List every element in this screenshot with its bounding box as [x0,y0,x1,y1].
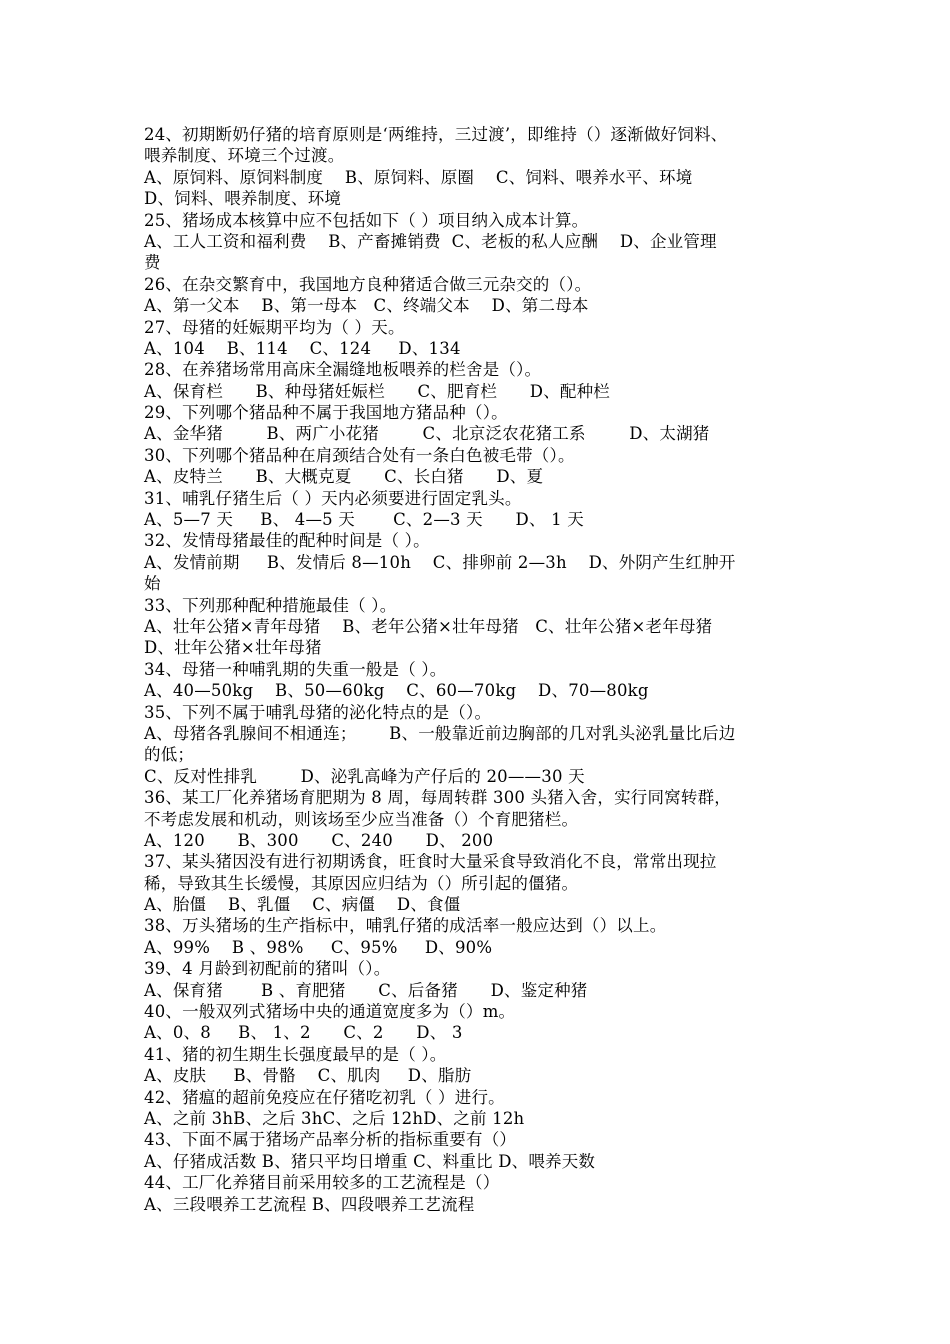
text-line: 36、某工厂化养猪场育肥期为 8 周，每周转群 300 头猪入舍，实行同窝转群， [144,788,731,808]
text-line: 44、工厂化养猪目前采用较多的工艺流程是（） [144,1173,500,1193]
text-line: A、104 B、114 C、124 D、134 [144,338,461,358]
text-line: C、反对性排乳 D、泌乳高峰为产仔后的 20——30 天 [144,766,585,786]
text-line: A、发情前期 B、发情后 8—10h C、排卵前 2—3h D、外阴产生红肿开 [144,552,736,572]
text-line: 24、初期断奶仔猪的培育原则是‘两维持，三过渡’，即维持（）逐渐做好饲料、 [144,125,728,144]
text-line: 37、某头猪因没有进行初期诱食，旺食时大量采食导致消化不良，常常出现拉 [144,852,717,872]
text-line: 不考虑发展和机动，则该场至少应当准备（）个育肥猪栏。 [144,809,579,829]
text-line: A、仔猪成活数 B、猪只平均日增重 C、料重比 D、喂养天数 [144,1151,596,1171]
text-line: 25、猪场成本核算中应不包括如下（ ）项目纳入成本计算。 [144,210,589,230]
text-line: A、之前 3hB、之后 3hC、之后 12hD、之前 12h [144,1108,525,1128]
text-line: D、壮年公猪×壮年母猪 [144,638,322,658]
text-line: 39、4 月龄到初配前的猪叫（）。 [144,959,391,979]
text-line: A、99% B 、98% C、95% D、90% [144,937,493,957]
text-line: 27、母猪的妊娠期平均为（ ）天。 [144,317,405,337]
text-line: A、保育栏 B、种母猪妊娠栏 C、肥育栏 D、配种栏 [144,381,611,401]
text-line: 33、下列那种配种措施最佳（ ）。 [144,595,397,615]
text-line: 始 [144,574,161,594]
text-line: A、5—7 天 B、 4—5 天 C、2—3 天 D、 1 天 [144,510,584,530]
text-line: A、皮肤 B、骨骼 C、肌肉 D、脂肪 [144,1066,472,1086]
text-line: A、120 B、300 C、240 D、 200 [144,830,494,850]
text-line: A、皮特兰 B、大概克夏 C、长白猪 D、夏 [144,467,544,487]
text-line: 稀，导致其生长缓慢，其原因应归结为（）所引起的僵猪。 [144,873,579,893]
text-line: A、母猪各乳腺间不相通连； B、一般靠近前边胸部的几对乳头泌乳量比后边 [144,723,736,743]
text-line: 43、下面不属于猪场产品率分析的指标重要有（） [144,1130,517,1150]
text-line: 喂养制度、环境三个过渡。 [144,146,345,166]
text-line: 的低； [144,745,195,765]
text-line: A、第一父本 B、第一母本 C、终端父本 D、第二母本 [144,296,589,316]
text-line: 29、下列哪个猪品种不属于我国地方猪品种（）。 [144,403,508,423]
text-line: 32、发情母猪最佳的配种时间是（ ）。 [144,531,430,551]
text-line: 费 [144,253,161,273]
text-line: A、壮年公猪×青年母猪 B、老年公猪×壮年母猪 C、壮年公猪×老年母猪 [144,616,713,636]
text-line: 41、猪的初生期生长强度最早的是（ ）。 [144,1044,447,1064]
text-line: 30、下列哪个猪品种在肩颈结合处有一条白色被毛带（）。 [144,445,575,465]
text-line: A、0、8 B、 1、2 C、2 D、 3 [144,1023,463,1043]
text-line: 28、在养猪场常用高床全漏缝地板喂养的栏舍是（）。 [144,360,542,380]
text-line: A、三段喂养工艺流程 B、四段喂养工艺流程 [144,1194,475,1214]
text-line: A、原饲料、原饲料制度 B、原饲料、原圈 C、饲料、喂养水平、环境 [144,167,693,187]
document-text [144,124,814,1215]
text-line: A、工人工资和福利费 B、产畜摊销费 C、老板的私人应酬 D、企业管理 [144,231,717,251]
text-line: 35、下列不属于哺乳母猪的泌化特点的是（）。 [144,702,492,722]
text-line: 26、在杂交繁育中，我国地方良种猪适合做三元杂交的（）。 [144,274,592,294]
text-line: A、40—50kg B、50—60kg C、60—70kg D、70—80kg [144,681,649,701]
text-line: 31、哺乳仔猪生后（ ）天内必须要进行固定乳头。 [144,488,522,508]
text-line: 40、一般双列式猪场中央的通道宽度多为（）m。 [144,1002,516,1022]
text-line: 34、母猪一种哺乳期的失重一般是（ ）。 [144,659,447,679]
text-line: A、金华猪 B、两广小花猪 C、北京泛农花猪工系 D、太湖猪 [144,424,710,444]
text-line: 38、万头猪场的生产指标中，哺乳仔猪的成活率一般应达到（）以上。 [144,916,667,936]
text-line: A、胎僵 B、乳僵 C、病僵 D、食僵 [144,895,461,915]
text-line: A、保育猪 B 、育肥猪 C、后备猪 D、鉴定种猪 [144,980,588,1000]
text-line: 42、猪瘟的超前免疫应在仔猪吃初乳（ ）进行。 [144,1087,505,1107]
text-line: D、饲料、喂养制度、环境 [144,189,342,209]
